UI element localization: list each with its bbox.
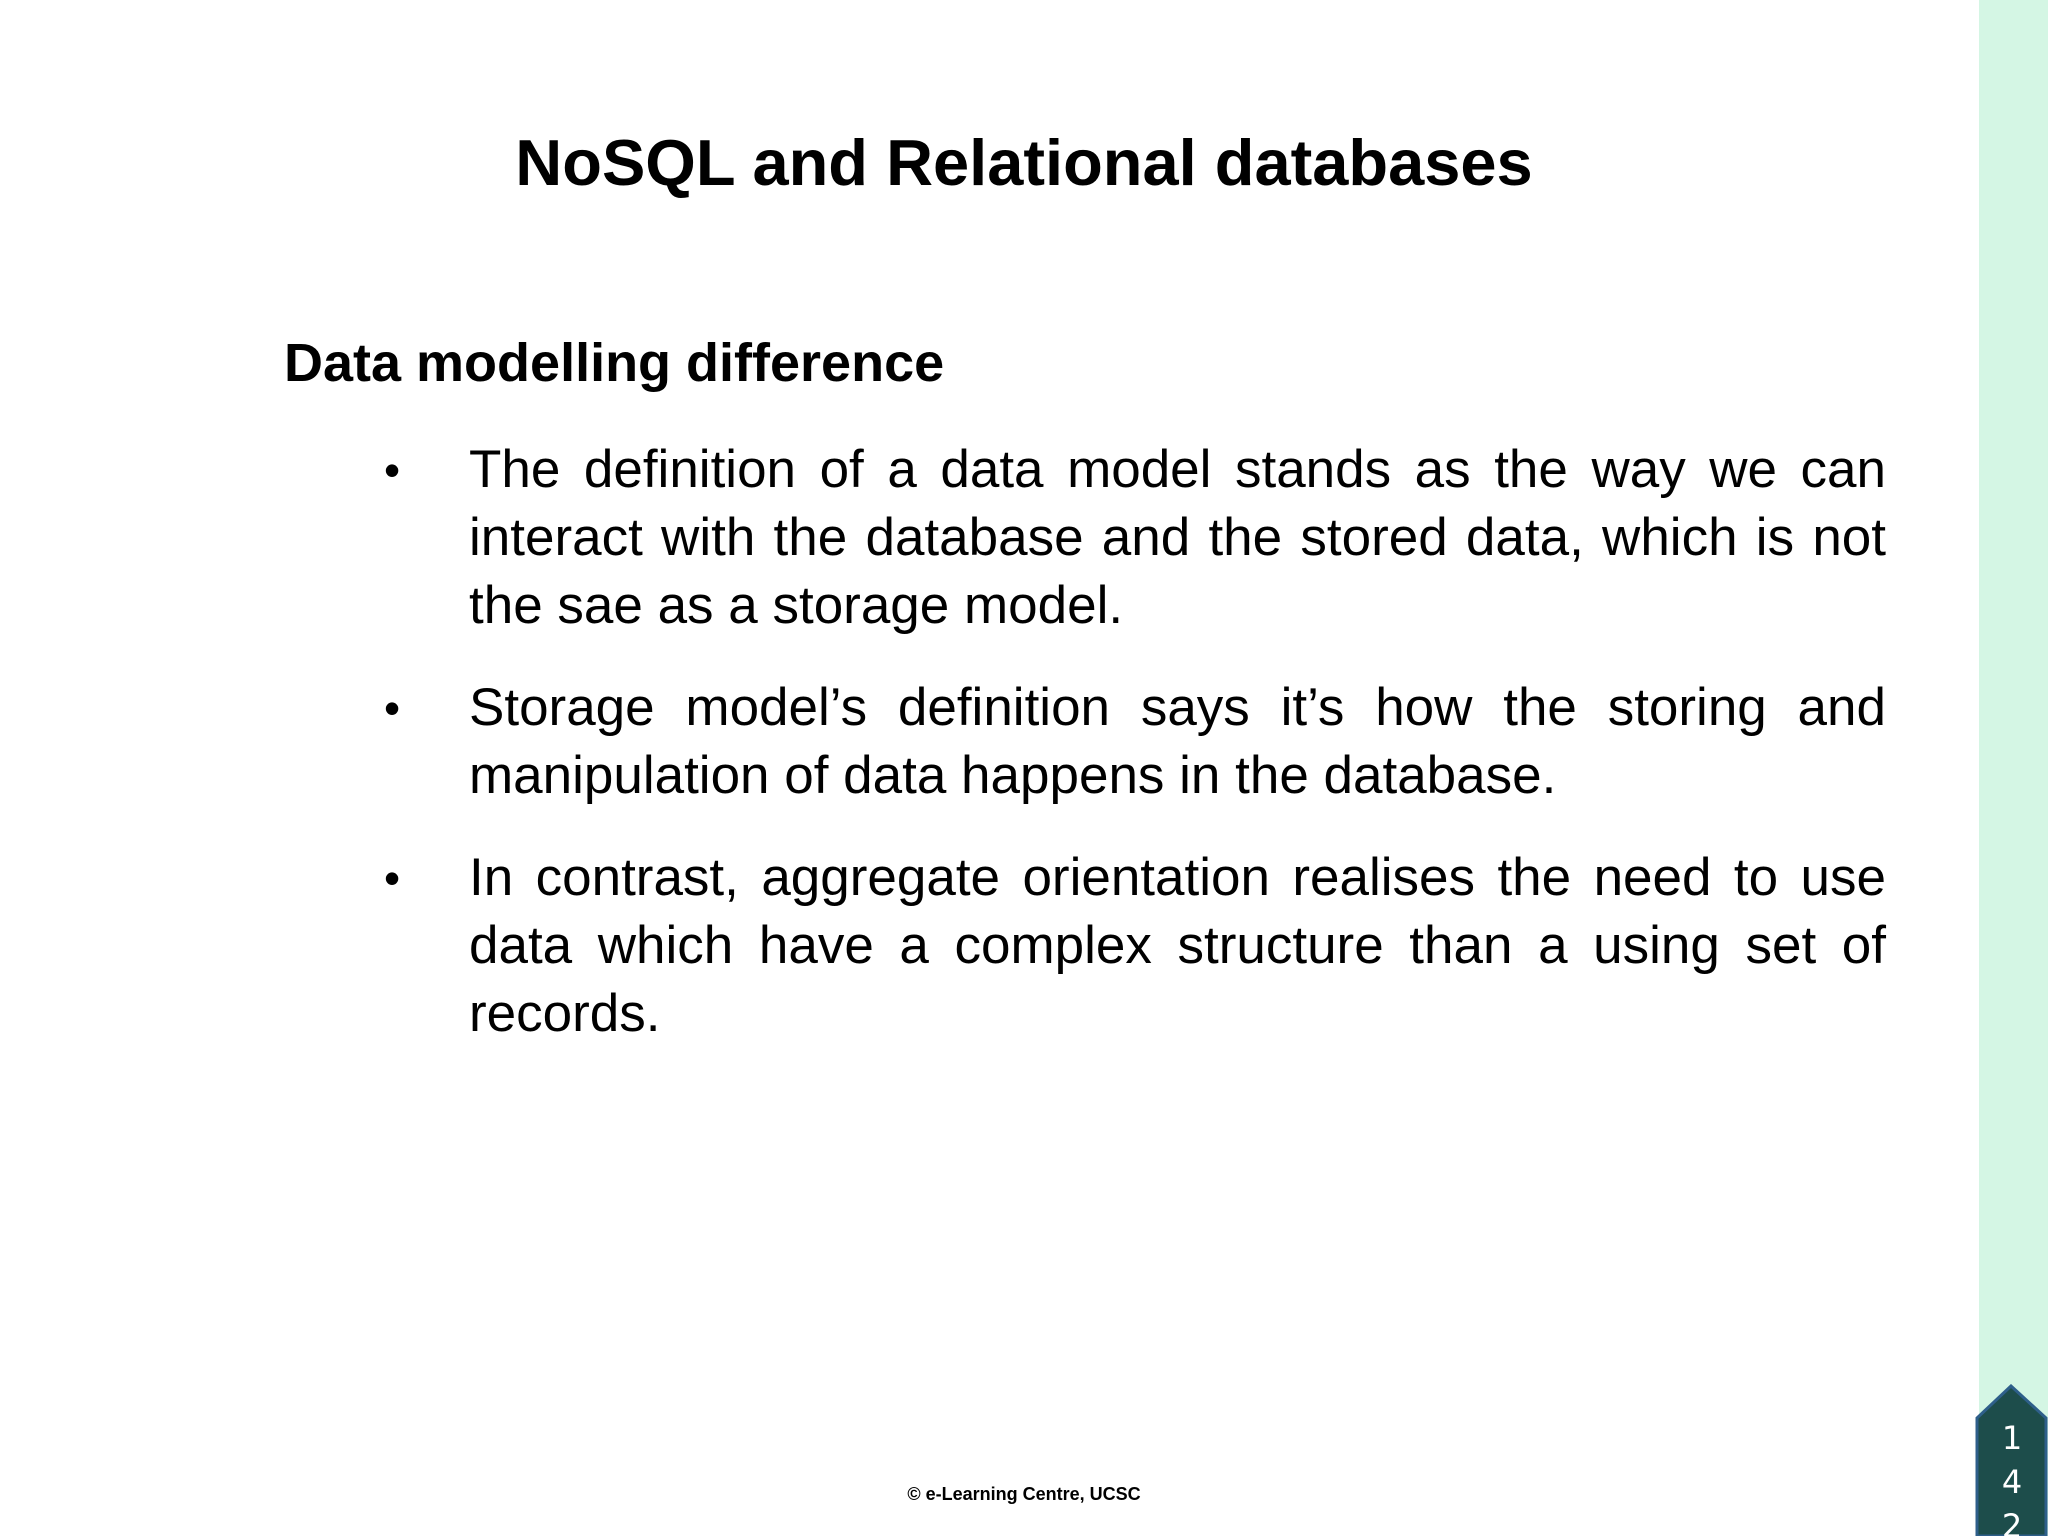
bullet-icon: • [384, 852, 401, 904]
bullet-text: Storage model’s definition says it’s how the storing and manipulation of data happens in the database. [469, 678, 1886, 805]
bullet-text: In contrast, aggregate orientation realises the need to use data which have a complex structure than a using set of records. [469, 848, 1886, 1043]
footer-copyright: © e-Learning Centre, UCSC [907, 1484, 1141, 1504]
bullet-icon: • [384, 444, 401, 496]
bullet-list [384, 436, 1886, 1082]
bullet-item [384, 674, 1886, 810]
bullet-icon: • [384, 682, 401, 734]
bullet-item [384, 844, 1886, 1048]
slide-title: NoSQL and Relational databases [515, 126, 1533, 199]
bullet-text: The definition of a data model stands as the way we can interact with the database and the stored data, which is not the sae as a storage model. [469, 440, 1886, 635]
bullet-item [384, 436, 1886, 640]
page-number: 142 [2001, 1419, 2023, 1536]
side-decoration-strip [1979, 0, 2048, 1536]
section-heading: Data modelling difference [284, 333, 945, 393]
